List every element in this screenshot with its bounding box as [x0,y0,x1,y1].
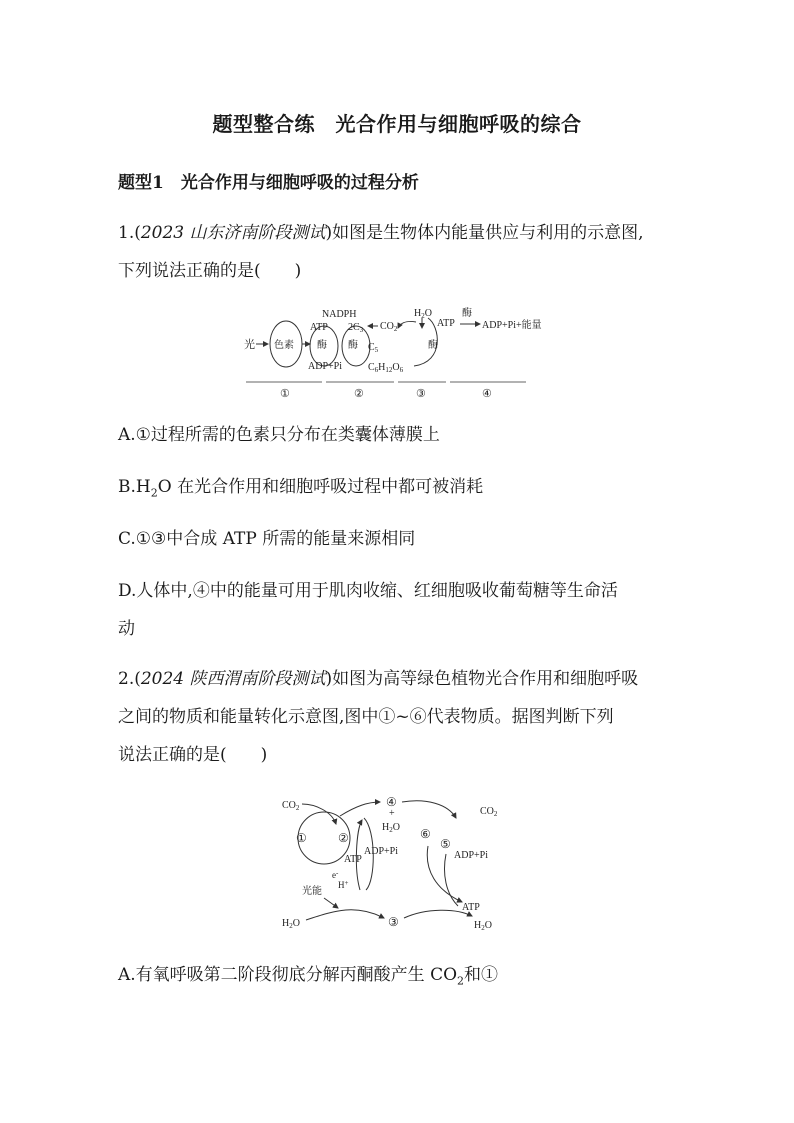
fig2-n2: ② [338,831,349,845]
section-heading: 题型1 光合作用与细胞呼吸的过程分析 [118,173,419,193]
fig2-n1: ① [296,831,307,845]
fig2-proton: H+ [338,879,349,890]
fig1-pigment: 色素 [274,340,294,351]
fig1-label-1: ① [280,388,290,400]
fig2-h2o-left: $H_2O$ [282,918,300,930]
figure-photosynthesis-respiration [276,790,510,938]
fig1-products: ADP+Pi+能量 [482,320,542,331]
fig1-glucose: $C_6H_{12}O_6$ [368,362,404,374]
question-2-line-3: 说法正确的是( ) [118,745,268,765]
fig2-co2-left: $CO_2$ [282,800,300,812]
fig1-enzyme-3: 酶 [428,340,438,351]
fig2-n4: ④ [386,795,397,809]
fig2-h2o-right: $H_2O$ [474,920,492,932]
question-2-source: 2024 陕西渭南阶段测试 [140,669,326,689]
fig1-co2: $CO_2$ [380,321,398,333]
fig1-adp-pi: ADP+Pi [308,361,342,372]
q1-option-d: D.人体中,④中的能量可用于肌肉收缩、红细胞吸收葡萄糖等生命活 动 [118,581,618,639]
fig1-c3: $2C_3$ [348,322,364,334]
fig2-atp: ATP [344,854,362,865]
question-1-stem [118,214,688,290]
q1-option-b: $B.H_2O$ 在光合作用和细胞呼吸过程中都可被消耗 [118,477,484,500]
fig2-n3: ③ [388,915,399,929]
question-1-source: 2023 山东济南阶段测试 [140,223,326,243]
question-1-line-2: 下列说法正确的是( ) [118,261,302,281]
question-1-line-1: 1.(2023 山东济南阶段测试)如图是生物体内能量供应与利用的示意图, [118,223,644,243]
fig2-co2-right: $CO_2$ [480,806,498,818]
fig2-plus: + [389,808,395,819]
fig2-light-energy: 光能 [302,886,322,897]
fig1-label-4: ④ [482,388,492,400]
fig1-enzyme-1: 酶 [317,340,327,351]
question-2-stem [118,660,688,774]
fig1-label-2: ② [354,388,364,400]
fig1-atp-2: ATP [437,318,455,329]
fig2-n6: ⑥ [420,827,431,841]
fig1-h2o: $H_2O$ [414,308,432,320]
question-2-line-1: 2.(2024 陕西渭南阶段测试)如图为高等绿色植物光合作用和细胞呼吸 [118,669,639,689]
fig2-electron: e- [332,869,339,880]
q2-option-a: A.有氧呼吸第二阶段彻底分解丙酮酸产生 $CO_2$和① [118,965,499,988]
q1-option-a: A.①过程所需的色素只分布在类囊体薄膜上 [118,425,440,445]
fig2-adp-pi: ADP+Pi [364,846,398,857]
fig2-h2o-mid: $H_2O$ [382,822,400,834]
fig1-c5: $C_5$ [368,342,379,354]
figure-energy-supply [240,302,585,400]
fig1-nadph: NADPH [322,309,357,320]
q1-option-c: C.①③中合成 ATP 所需的能量来源相同 [118,529,416,549]
fig2-atp-right: ATP [462,902,480,913]
fig1-light: 光 [244,339,255,351]
fig1-enzyme-2: 酶 [348,340,358,351]
page-title: 题型整合练 光合作用与细胞呼吸的综合 [212,112,582,136]
fig2-n5: ⑤ [440,837,451,851]
question-2-line-2: 之间的物质和能量转化示意图,图中①~⑥代表物质。据图判断下列 [118,707,614,727]
fig1-enzyme-4: 酶 [462,308,472,319]
fig2-adp-pi-right: ADP+Pi [454,850,488,861]
fig1-label-3: ③ [416,388,426,400]
fig1-atp: ATP [310,322,328,333]
